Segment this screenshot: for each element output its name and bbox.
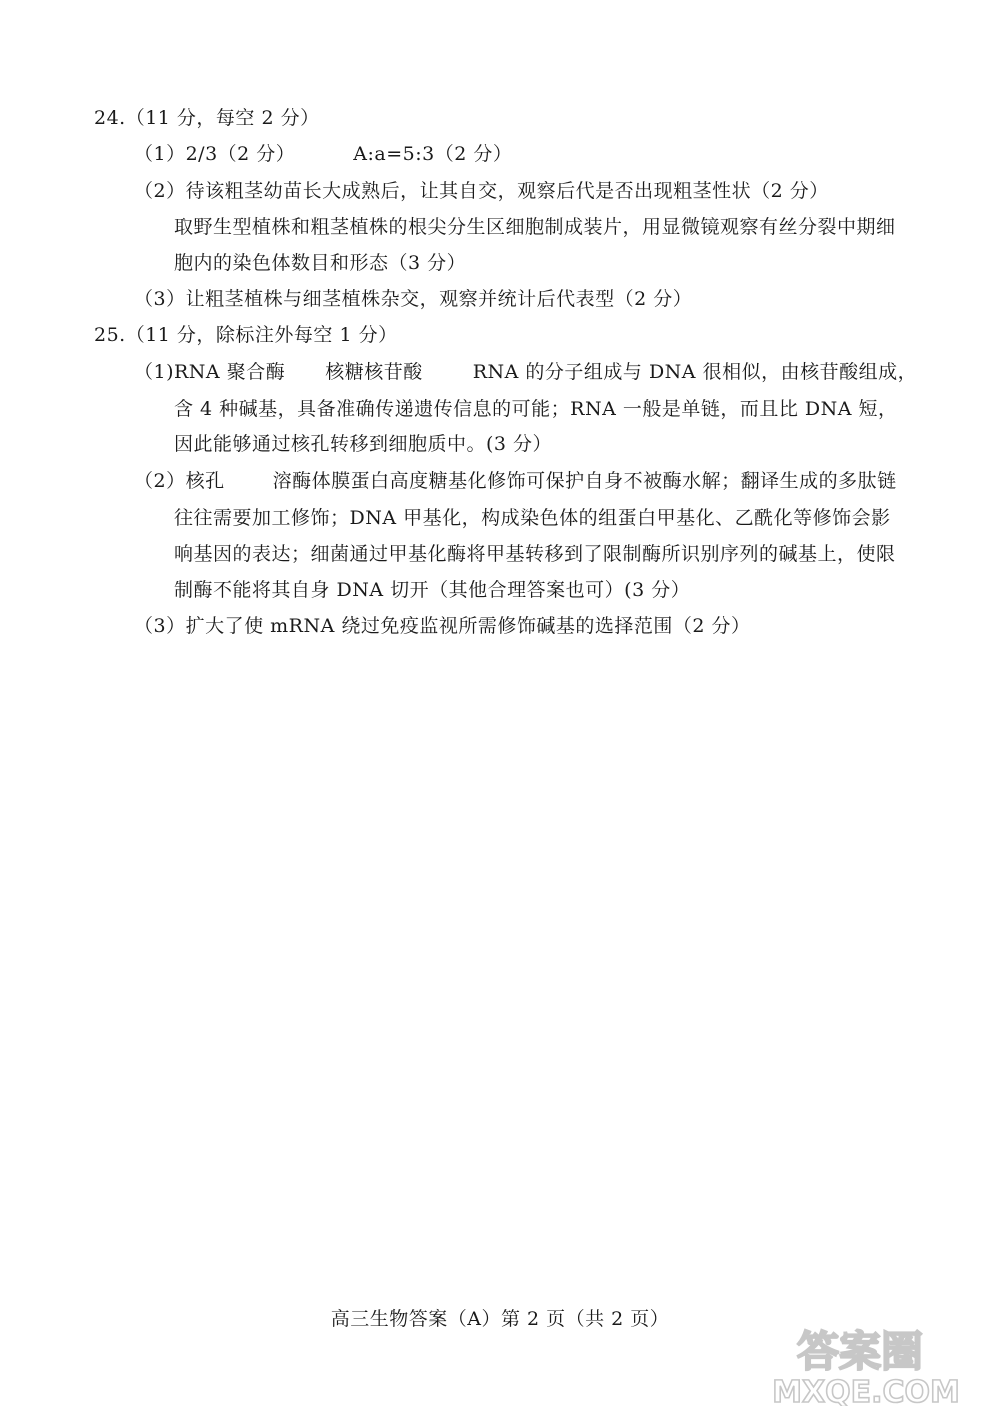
page-footer: 高三生物答案（A）第 2 页（共 2 页） <box>330 1308 670 1330</box>
watermark-logo-text: 答案圈 <box>796 1327 924 1376</box>
q24-part2-line3: 胞内的染色体数目和形态（3 分） <box>174 252 467 274</box>
q25-part1-line2: 含 4 种碱基，具备准确传递遗传信息的可能；RNA 一般是单链，而且比 DNA 短， <box>174 398 898 420</box>
q24-part1-answer-b: A:a=5:3（2 分） <box>353 143 513 165</box>
q25-part2-line1 <box>134 469 897 493</box>
q25-part2-line4: 制酶不能将其自身 DNA 切开（其他合理答案也可）(3 分） <box>174 579 691 601</box>
q24-part2-line1: （2）待该粗茎幼苗长大成熟后，让其自交，观察后代是否出现粗茎性状（2 分） <box>134 180 829 202</box>
q25-part1-line3: 因此能够通过核孔转移到细胞质中。(3 分） <box>174 433 553 455</box>
q25-part2-answer-a: （2）核孔 <box>134 470 225 492</box>
q25-part1-answer-b: 核糖核苷酸 <box>325 361 423 383</box>
watermark-logo <box>748 1322 988 1406</box>
q25-header: 25.（11 分，除标注外每空 1 分） <box>94 324 398 346</box>
q25-part2-line2: 往往需要加工修饰；DNA 甲基化，构成染色体的组蛋白甲基化、乙酰化等修饰会影 <box>174 507 891 529</box>
q25-part1-line1 <box>134 360 917 384</box>
q25-part2-line3: 响基因的表达；细菌通过甲基化酶将甲基转移到了限制酶所识别序列的碱基上，使限 <box>174 543 896 565</box>
q24-part3: （3）让粗茎植株与细茎植株杂交，观察并统计后代表型（2 分） <box>134 288 693 310</box>
q24-header: 24.（11 分，每空 2 分） <box>94 107 320 129</box>
q25-part1-answer-c: RNA 的分子组成与 DNA 很相似，由核苷酸组成， <box>472 361 918 383</box>
q24-part2-line2: 取野生型植株和粗茎植株的根尖分生区细胞制成装片，用显微镜观察有丝分裂中期细 <box>174 216 896 238</box>
q25-part3: （3）扩大了使 mRNA 绕过免疫监视所需修饰碱基的选择范围（2 分） <box>134 615 751 637</box>
q24-part1 <box>134 142 512 166</box>
watermark-url-text: MXQE.COM <box>772 1375 960 1406</box>
q25-part1-answer-a: （1)RNA 聚合酶 <box>134 361 286 383</box>
q24-part1-answer-a: （1）2/3（2 分） <box>134 143 296 165</box>
q25-part2-answer-b: 溶酶体膜蛋白高度糖基化修饰可保护自身不被酶水解；翻译生成的多肽链 <box>272 470 897 492</box>
